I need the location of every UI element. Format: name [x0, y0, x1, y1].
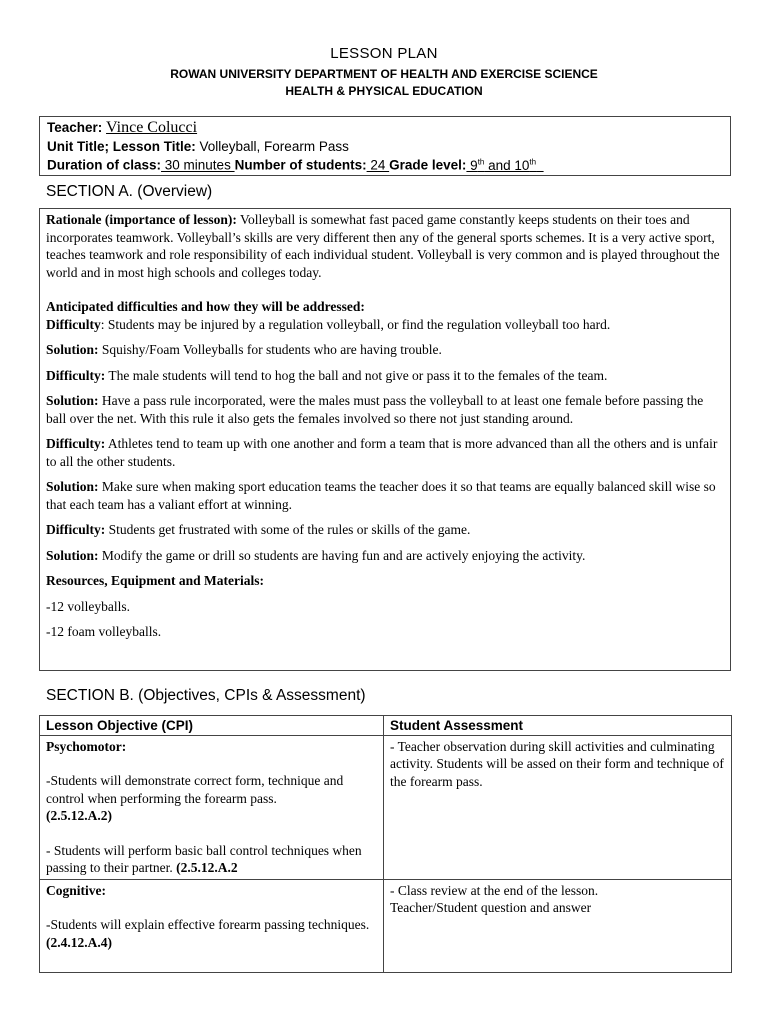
resources-heading: Resources, Equipment and Materials:	[46, 573, 264, 588]
objectives-table	[39, 715, 732, 973]
document-title: LESSON PLAN	[330, 45, 438, 62]
rationale-label: Rationale (importance of lesson):	[46, 212, 237, 227]
objective-cell	[40, 735, 384, 879]
students-label: Number of students:	[234, 157, 367, 173]
unit-value: Volleyball, Forearm Pass	[195, 139, 349, 154]
objective-cell	[40, 879, 384, 972]
duration-line	[47, 157, 544, 173]
solution-item: Solution: Make sure when making sport education teams the teacher does it so that teams are equally balanced skill wise so that each team has a valiant effort at winning.	[46, 479, 716, 512]
assessment-cell: - Class review at the end of the lesson. Teacher/Student question and answer	[384, 879, 732, 972]
difficulty-item: Difficulty: The male students will tend to hog the ball and not give or pass it to the females of the team.	[46, 367, 608, 383]
duration-value: 30 minutes	[161, 157, 235, 173]
domain-label: Cognitive:	[46, 882, 106, 898]
teacher-line	[47, 119, 197, 137]
solution-item: Solution: Have a pass rule incorporated, were the males must pass the volleyball to at least one female before passing the ball over the net. With this rule it also gets the females involved so there not just standing around.	[46, 393, 704, 426]
overview-box	[39, 208, 731, 671]
unit-line	[47, 139, 349, 154]
rationale-text: Volleyball is somewhat fast paced game constantly keeps students on their toes and incorporates teamwork. Volleyball’s skills are very different then any of the general sports schemes. It is a very active sport, teaches teamwork and role responsibility of each individual student. Volleyball is very common and is played throughout the world and in most high schools and colleges today.	[46, 212, 720, 280]
grade-value: 9th and 10th	[466, 157, 537, 173]
difficulty-item: Difficulty: Students may be injured by a regulation volleyball, or find the regulation volleyball too hard.	[46, 316, 611, 332]
program-heading: HEALTH & PHYSICAL EDUCATION	[285, 84, 483, 98]
difficulties-heading: Anticipated difficulties and how they will be addressed:	[46, 299, 365, 314]
resource-item: -12 foam volleyballs.	[46, 624, 162, 639]
students-value: 24	[366, 157, 390, 173]
table-header-row	[40, 716, 732, 736]
assessment-cell: - Teacher observation during skill activities and culminating activity. Students will be assed on their form and technique of the forearm pass.	[384, 735, 732, 879]
objective-item: - Students will perform basic ball control techniques when passing to their partner. (2.5.12.A.2	[46, 842, 362, 875]
difficulty-item: Difficulty: Athletes tend to team up with one another and form a team that is more advanced than all the others and is unfair to all the other students.	[46, 436, 718, 469]
lesson-info-box	[39, 116, 731, 176]
department-heading: ROWAN UNIVERSITY DEPARTMENT OF HEALTH AND EXERCISE SCIENCE	[170, 67, 598, 81]
teacher-label: Teacher:	[47, 120, 103, 135]
section-b-heading: SECTION B. (Objectives, CPIs & Assessment)	[46, 687, 366, 704]
table-row	[40, 735, 732, 879]
column-header-assessment: Student Assessment	[384, 716, 732, 736]
solution-item: Solution: Squishy/Foam Volleyballs for students who are having trouble.	[46, 342, 442, 357]
resource-item: -12 volleyballs.	[46, 598, 130, 614]
table-row	[40, 879, 732, 972]
objective-item: -Students will demonstrate correct form, technique and control when performing the forearm pass. (2.5.12.A.2)	[46, 773, 344, 823]
rationale	[46, 211, 724, 281]
solution-item: Solution: Modify the game or drill so students are having fun and are actively enjoying the activity.	[46, 547, 586, 563]
domain-label: Psychomotor:	[46, 738, 127, 754]
unit-label: Unit Title; Lesson Title:	[47, 139, 196, 154]
difficulty-item: Difficulty: Students get frustrated with some of the rules or skills of the game.	[46, 522, 471, 537]
column-header-objective: Lesson Objective (CPI)	[40, 716, 384, 736]
teacher-name: Vince Colucci	[106, 119, 198, 136]
grade-label: Grade level:	[389, 157, 467, 173]
duration-label: Duration of class:	[47, 157, 162, 173]
section-a-heading: SECTION A. (Overview)	[46, 183, 213, 200]
objective-item: -Students will explain effective forearm passing techniques. (2.4.12.A.4)	[46, 917, 370, 950]
